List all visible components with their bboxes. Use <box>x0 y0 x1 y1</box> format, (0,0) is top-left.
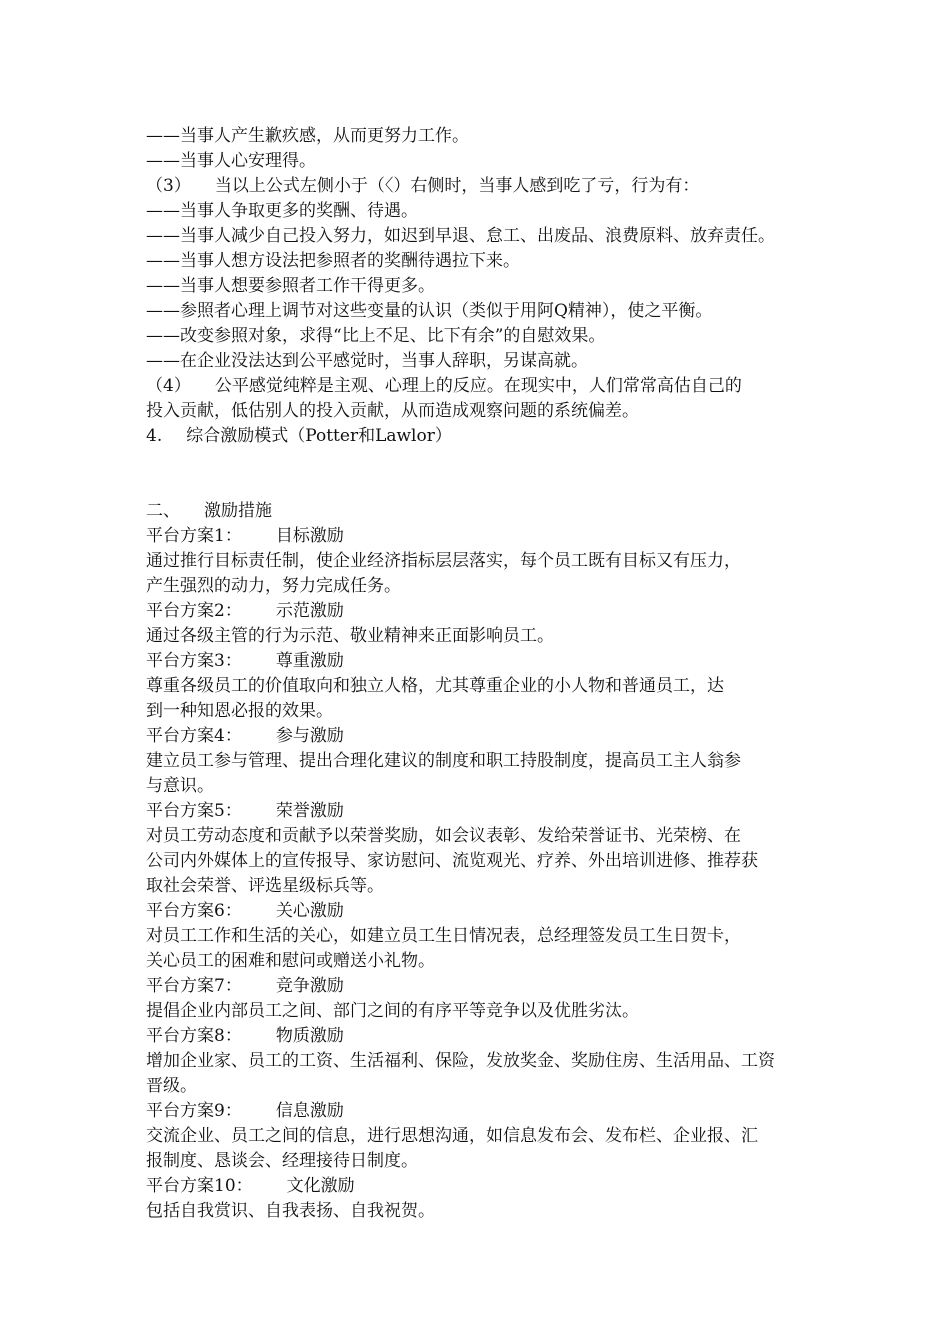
plan-name: 竞争激励 <box>275 976 344 996</box>
plan-heading <box>146 724 826 749</box>
point-number: （3） <box>146 176 191 196</box>
reaction-line: ——在企业没法达到公平感觉时，当事人辞职，另谋高就。 <box>146 351 588 371</box>
reaction-line: ——当事人争取更多的奖酬、待遇。 <box>146 201 418 221</box>
reaction-line: ——参照者心理上调节对这些变量的认识（类似于用阿Q精神），使之平衡。 <box>146 301 713 321</box>
plan-description-line: 包括自我赏识、自我表扬、自我祝贺。 <box>146 1201 435 1221</box>
plan-description-line: 与意识。 <box>146 776 214 796</box>
plan-heading <box>146 799 826 824</box>
plan-description-line: 增加企业家、员工的工资、生活福利、保险，发放奖金、奖励住房、生活用品、工资 <box>146 1051 775 1071</box>
plan-description-line: 对员工工作和生活的关心，如建立员工生日情况表，总经理签发员工生日贺卡， <box>146 926 741 946</box>
model-title: 综合激励模式（Potter和Lawlor） <box>186 426 452 446</box>
plan-name: 信息激励 <box>275 1101 344 1121</box>
blank-line <box>146 449 826 474</box>
plan-label: 平台方案7： <box>146 976 242 996</box>
plan-description-line: 交流企业、员工之间的信息，进行思想沟通，如信息发布会、发布栏、企业报、汇 <box>146 1126 758 1146</box>
model-heading <box>146 424 826 449</box>
plan-description-line: 取社会荣誉、评选星级标兵等。 <box>146 876 384 896</box>
plan-label: 平台方案10： <box>146 1176 253 1196</box>
plan-heading <box>146 899 826 924</box>
plan-name: 荣誉激励 <box>275 801 344 821</box>
plan-description-line: 提倡企业内部员工之间、部门之间的有序平等竞争以及优胜劣汰。 <box>146 1001 639 1021</box>
blank-line <box>146 474 826 499</box>
plan-heading <box>146 1099 826 1124</box>
point-4 <box>146 374 826 399</box>
plan-list <box>146 524 826 1224</box>
point-number: （4） <box>146 376 191 396</box>
reaction-line: ——当事人心安理得。 <box>146 151 316 171</box>
plan-label: 平台方案8： <box>146 1026 242 1046</box>
plan-label: 平台方案4： <box>146 726 242 746</box>
plan-label: 平台方案3： <box>146 651 242 671</box>
plan-name: 尊重激励 <box>275 651 344 671</box>
plan-heading <box>146 524 826 549</box>
plan-description-line: 通过各级主管的行为示范、敬业精神来正面影响员工。 <box>146 626 554 646</box>
plan-name: 物质激励 <box>275 1026 344 1046</box>
reaction-line: ——当事人想要参照者工作干得更多。 <box>146 276 435 296</box>
point-text: 公平感觉纯粹是主观、心理上的反应。在现实中，人们常常高估自己的 <box>214 376 742 396</box>
plan-heading <box>146 1024 826 1049</box>
plan-label: 平台方案1： <box>146 526 242 546</box>
plan-description-line: 关心员工的困难和慰问或赠送小礼物。 <box>146 951 435 971</box>
plan-description-line: 产生强烈的动力，努力完成任务。 <box>146 576 401 596</box>
section-number: 二、 <box>146 501 180 521</box>
plan-name: 文化激励 <box>286 1176 355 1196</box>
plan-heading <box>146 974 826 999</box>
plan-description-line: 报制度、恳谈会、经理接待日制度。 <box>146 1151 418 1171</box>
plan-description-line: 晋级。 <box>146 1076 197 1096</box>
plan-heading <box>146 599 826 624</box>
plan-name: 关心激励 <box>275 901 344 921</box>
plan-label: 平台方案5： <box>146 801 242 821</box>
point-text-continued: 投入贡献，低估别人的投入贡献，从而造成观察问题的系统偏差。 <box>146 401 639 421</box>
model-number: 4. <box>146 426 163 446</box>
reaction-line: ——当事人减少自己投入努力，如迟到早退、怠工、出废品、浪费原料、放弃责任。 <box>146 226 775 246</box>
plan-description-line: 公司内外媒体上的宣传报导、家访慰问、流览观光、疗养、外出培训进修、推荐获 <box>146 851 758 871</box>
plan-name: 参与激励 <box>275 726 344 746</box>
plan-label: 平台方案6： <box>146 901 242 921</box>
plan-description-line: 对员工劳动态度和贡献予以荣誉奖励，如会议表彰、发给荣誉证书、光荣榜、在 <box>146 826 741 846</box>
plan-name: 目标激励 <box>275 526 344 546</box>
reaction-line: ——改变参照对象，求得“比上不足、比下有余”的自慰效果。 <box>146 326 606 346</box>
reaction-line: ——当事人想方设法把参照者的奖酬待遇拉下来。 <box>146 251 520 271</box>
plan-description-line: 尊重各级员工的价值取向和独立人格，尤其尊重企业的小人物和普通员工，达 <box>146 676 724 696</box>
plan-description-line: 通过推行目标责任制，使企业经济指标层层落实，每个员工既有目标又有压力， <box>146 551 741 571</box>
plan-label: 平台方案2： <box>146 601 242 621</box>
section-title: 激励措施 <box>204 501 272 521</box>
plan-heading <box>146 649 826 674</box>
plan-heading <box>146 1174 826 1199</box>
plan-description-line: 建立员工参与管理、提出合理化建议的制度和职工持股制度，提高员工主人翁参 <box>146 751 741 771</box>
reaction-line: ——当事人产生歉疚感，从而更努力工作。 <box>146 126 469 146</box>
point-text: 当以上公式左侧小于（〈）右侧时，当事人感到吃了亏，行为有： <box>214 176 700 196</box>
plan-name: 示范激励 <box>275 601 344 621</box>
document-body <box>146 124 826 1224</box>
point-3 <box>146 174 826 199</box>
section-heading <box>146 499 826 524</box>
plan-description-line: 到一种知恩必报的效果。 <box>146 701 333 721</box>
plan-label: 平台方案9： <box>146 1101 242 1121</box>
